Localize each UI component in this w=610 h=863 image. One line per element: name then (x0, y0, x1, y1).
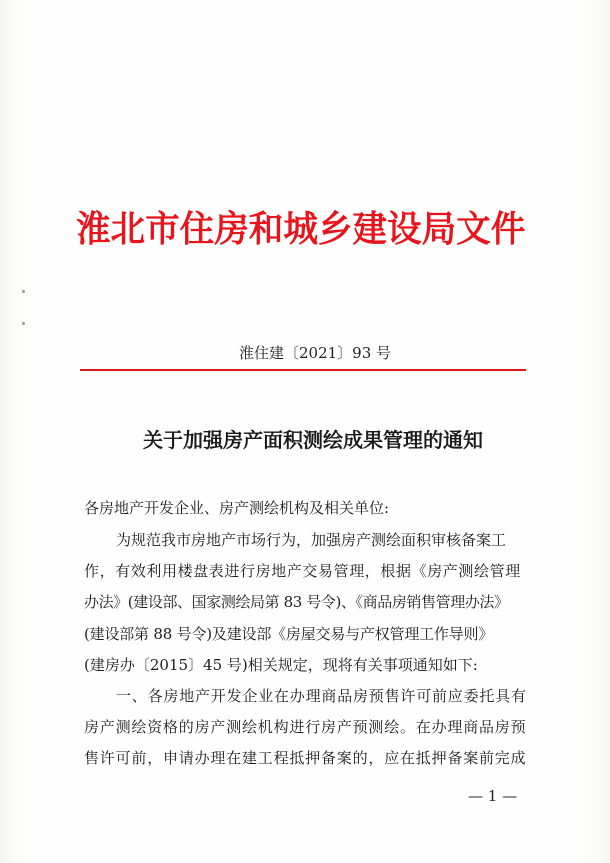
body-line: 房产测绘资格的房产测绘机构进行房产预测绘。在办理商品房预 (84, 718, 527, 736)
body-line: 办法》(建设部、国家测绘局第 83 号令)、《商品房销售管理办法》 (84, 593, 509, 611)
body-line: 为规范我市房地产市场行为，加强房产测绘面积审核备案工 (116, 531, 507, 549)
body-line: (建设部第 88 号令)及建设部《房屋交易与产权管理工作导则》 (84, 625, 494, 643)
scan-speck (22, 322, 25, 325)
document-number: 淮住建〔2021〕93 号 (238, 344, 392, 362)
issuer-header: 淮北市住房和城乡建设局文件 (76, 209, 526, 250)
body-line: 一、各房地产开发企业在办理商品房预售许可前应委托具有 (116, 687, 527, 705)
header-divider (80, 369, 526, 371)
page-number: — 1 — (468, 787, 518, 805)
body-line: (建房办〔2015〕45 号)相关规定，现将有关事项通知如下: (84, 656, 478, 674)
body-line: 作，有效利用楼盘表进行房地产交易管理，根据《房产测绘管理 (84, 562, 521, 580)
addressee: 各房地产开发企业、房产测绘机构及相关单位: (84, 499, 390, 517)
body-line: 售许可前，申请办理在建工程抵押备案的，应在抵押备案前完成 (84, 749, 527, 767)
notice-title: 关于加强房产面积测绘成果管理的通知 (143, 428, 483, 452)
scan-speck (22, 290, 25, 293)
